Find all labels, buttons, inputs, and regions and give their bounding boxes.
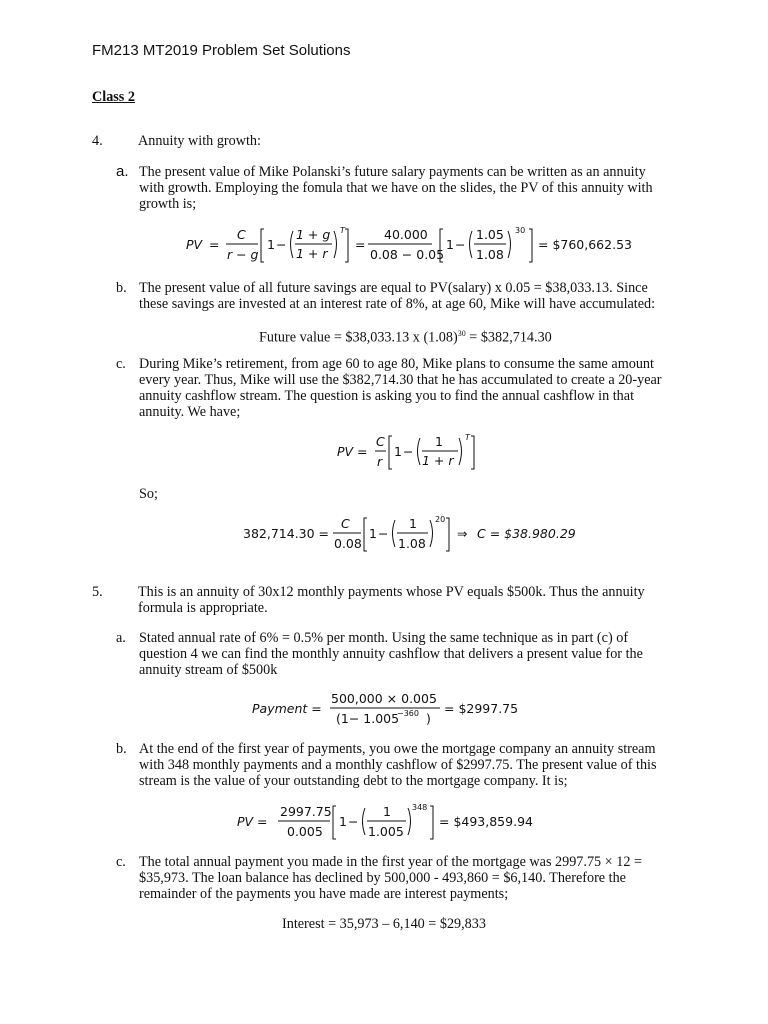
eq-one-plus-r: 1 + r xyxy=(296,246,328,261)
solve-denominator: 0.08 xyxy=(334,536,362,551)
annuity-pv: PV = xyxy=(337,444,368,459)
class-title: Class 2 xyxy=(92,89,135,105)
q5-part-a-label: a. xyxy=(116,630,126,646)
debt-348-exponent: 348 xyxy=(412,803,428,812)
svg-text:1: 1 xyxy=(435,434,443,449)
q5a-line-3: annuity stream of $500k xyxy=(139,662,278,678)
q4b-line-2: these savings are invested at an interest rate of 8%, at age 60, Mike will have accumulated: xyxy=(139,296,656,312)
eq-denominator: 0.08 − 0.05 xyxy=(370,247,445,262)
svg-text:1: 1 xyxy=(409,516,417,531)
q5-part-b-label: b. xyxy=(116,741,127,757)
solve-20-exponent: 20 xyxy=(435,515,446,524)
q5b-line-3: stream is the value of your outstanding debt to the mortgage company. It is; xyxy=(139,773,568,789)
q5-part-c-label: c. xyxy=(116,854,126,870)
annuity-one-plus-r: 1 + r xyxy=(422,453,454,468)
payment-lhs: Payment = xyxy=(252,701,322,716)
solve-c: C xyxy=(341,516,350,531)
q4b-line-1: The present value of all future savings are equal to PV(salary) x 0.05 = $38,033.13. Since xyxy=(139,280,648,296)
eq-30-exponent: 30 xyxy=(515,226,526,235)
payment-den-a: (1− 1.005 xyxy=(336,711,400,726)
svg-text:1: 1 xyxy=(446,237,454,252)
q5-line-2: formula is appropriate. xyxy=(138,600,268,616)
solve-result: C = $38.980.29 xyxy=(477,526,576,541)
debt-one: 1 xyxy=(339,814,347,829)
svg-text:−: − xyxy=(348,814,359,829)
question-number-4: 4. xyxy=(92,133,103,149)
q5c-line-1: The total annual payment you made in the first year of the mortgage was 2997.75 × 12 = xyxy=(139,854,642,870)
annuity-t-exponent: T xyxy=(465,433,470,442)
annuity-c: C xyxy=(376,434,385,449)
debt-lhs: PV = xyxy=(237,814,268,829)
eq-numerator: 40.000 xyxy=(384,227,428,242)
payment-result: = $2997.75 xyxy=(444,701,519,716)
page-header: FM213 MT2019 Problem Set Solutions xyxy=(92,42,351,59)
question-4-title: Annuity with growth: xyxy=(138,133,261,149)
q4c-line-1: During Mike’s retirement, from age 60 to age 80, Mike plans to consume the same amount xyxy=(139,356,654,372)
eq-1-08: 1.08 xyxy=(476,247,504,262)
annuity-r: r xyxy=(377,454,383,469)
q5c-line-2: $35,973. The loan balance has declined by 500,000 - 493,860 = $6,140. Therefore the xyxy=(139,870,626,886)
eq-t-exponent: T xyxy=(340,226,345,235)
implies-arrow: ⇒ xyxy=(457,526,468,541)
svg-text:−: − xyxy=(455,237,466,252)
q4a-line-3: growth is; xyxy=(139,196,197,212)
eq-c: C xyxy=(237,227,246,242)
q4c-line-3: annuity cashflow stream. The question is asking you to find the annual cashflow in that xyxy=(139,388,635,404)
q5b-line-1: At the end of the first year of payments, you owe the mortgage company an annuity stream xyxy=(139,741,656,757)
solve-1-08: 1.08 xyxy=(398,536,426,551)
q4a-line-1: The present value of Mike Polanski’s future salary payments can be written as an annuity xyxy=(139,164,646,180)
payment-den-exp: −360 xyxy=(397,709,419,718)
part-c-label: c. xyxy=(116,356,126,372)
part-b-label: b. xyxy=(116,280,127,296)
q5a-line-1: Stated annual rate of 6% = 0.5% per month. Using the same technique as in part (c) of xyxy=(139,630,629,646)
debt-numerator: 2997.75 xyxy=(280,804,332,819)
solve-one: 1 xyxy=(369,526,377,541)
eq-r-minus-g: r − g xyxy=(227,247,259,262)
debt-result: = $493,859.94 xyxy=(439,814,533,829)
svg-text:=: = xyxy=(355,237,366,252)
q5-line-1: This is an annuity of 30x12 monthly payments whose PV equals $500k. Thus the annuity xyxy=(138,584,645,600)
svg-text:1: 1 xyxy=(383,804,391,819)
solve-lhs: 382,714.30 = xyxy=(243,526,330,541)
future-value-exponent: 30 xyxy=(457,329,466,338)
svg-text:−: − xyxy=(276,237,287,252)
svg-text:−: − xyxy=(378,526,389,541)
eq-one-plus-g: 1 + g xyxy=(296,227,331,242)
annuity-one: 1 xyxy=(394,444,402,459)
so-text: So; xyxy=(139,486,158,502)
debt-denominator: 0.005 xyxy=(287,824,323,839)
eq-pv: PV xyxy=(186,237,203,252)
eq-equals: = xyxy=(209,237,220,252)
eq-result: = $760,662.53 xyxy=(538,237,632,252)
debt-1-005: 1.005 xyxy=(368,824,404,839)
future-value-suffix: = $382,714.30 xyxy=(465,329,552,346)
q4c-line-4: annuity. We have; xyxy=(139,404,241,420)
q5b-line-2: with 348 monthly payments and a monthly cashflow of $2997.75. The present value of this xyxy=(139,757,657,773)
eq-one: 1 xyxy=(267,237,275,252)
payment-den-b: ) xyxy=(426,711,431,726)
q4a-line-2: with growth. Employing the fomula that we have on the slides, the PV of this annuity with xyxy=(139,180,653,196)
question-number-5: 5. xyxy=(92,584,103,600)
q4c-line-2: every year. Thus, Mike will use the $382,714.30 that he has accumulated to create a 20-year xyxy=(139,372,662,388)
part-a-label: a. xyxy=(116,163,129,180)
q5c-line-3: remainder of the payments you have made are interest payments; xyxy=(139,886,509,902)
interest-line: Interest = 35,973 – 6,140 = $29,833 xyxy=(282,916,486,932)
payment-numerator: 500,000 × 0.005 xyxy=(331,691,437,706)
eq-1-05: 1.05 xyxy=(476,227,504,242)
svg-text:−: − xyxy=(403,444,414,459)
q5a-line-2: question 4 we can find the monthly annuity cashflow that delivers a present value for the xyxy=(139,646,643,662)
future-value-prefix: Future value = $38,033.13 x (1.08) xyxy=(259,329,458,346)
